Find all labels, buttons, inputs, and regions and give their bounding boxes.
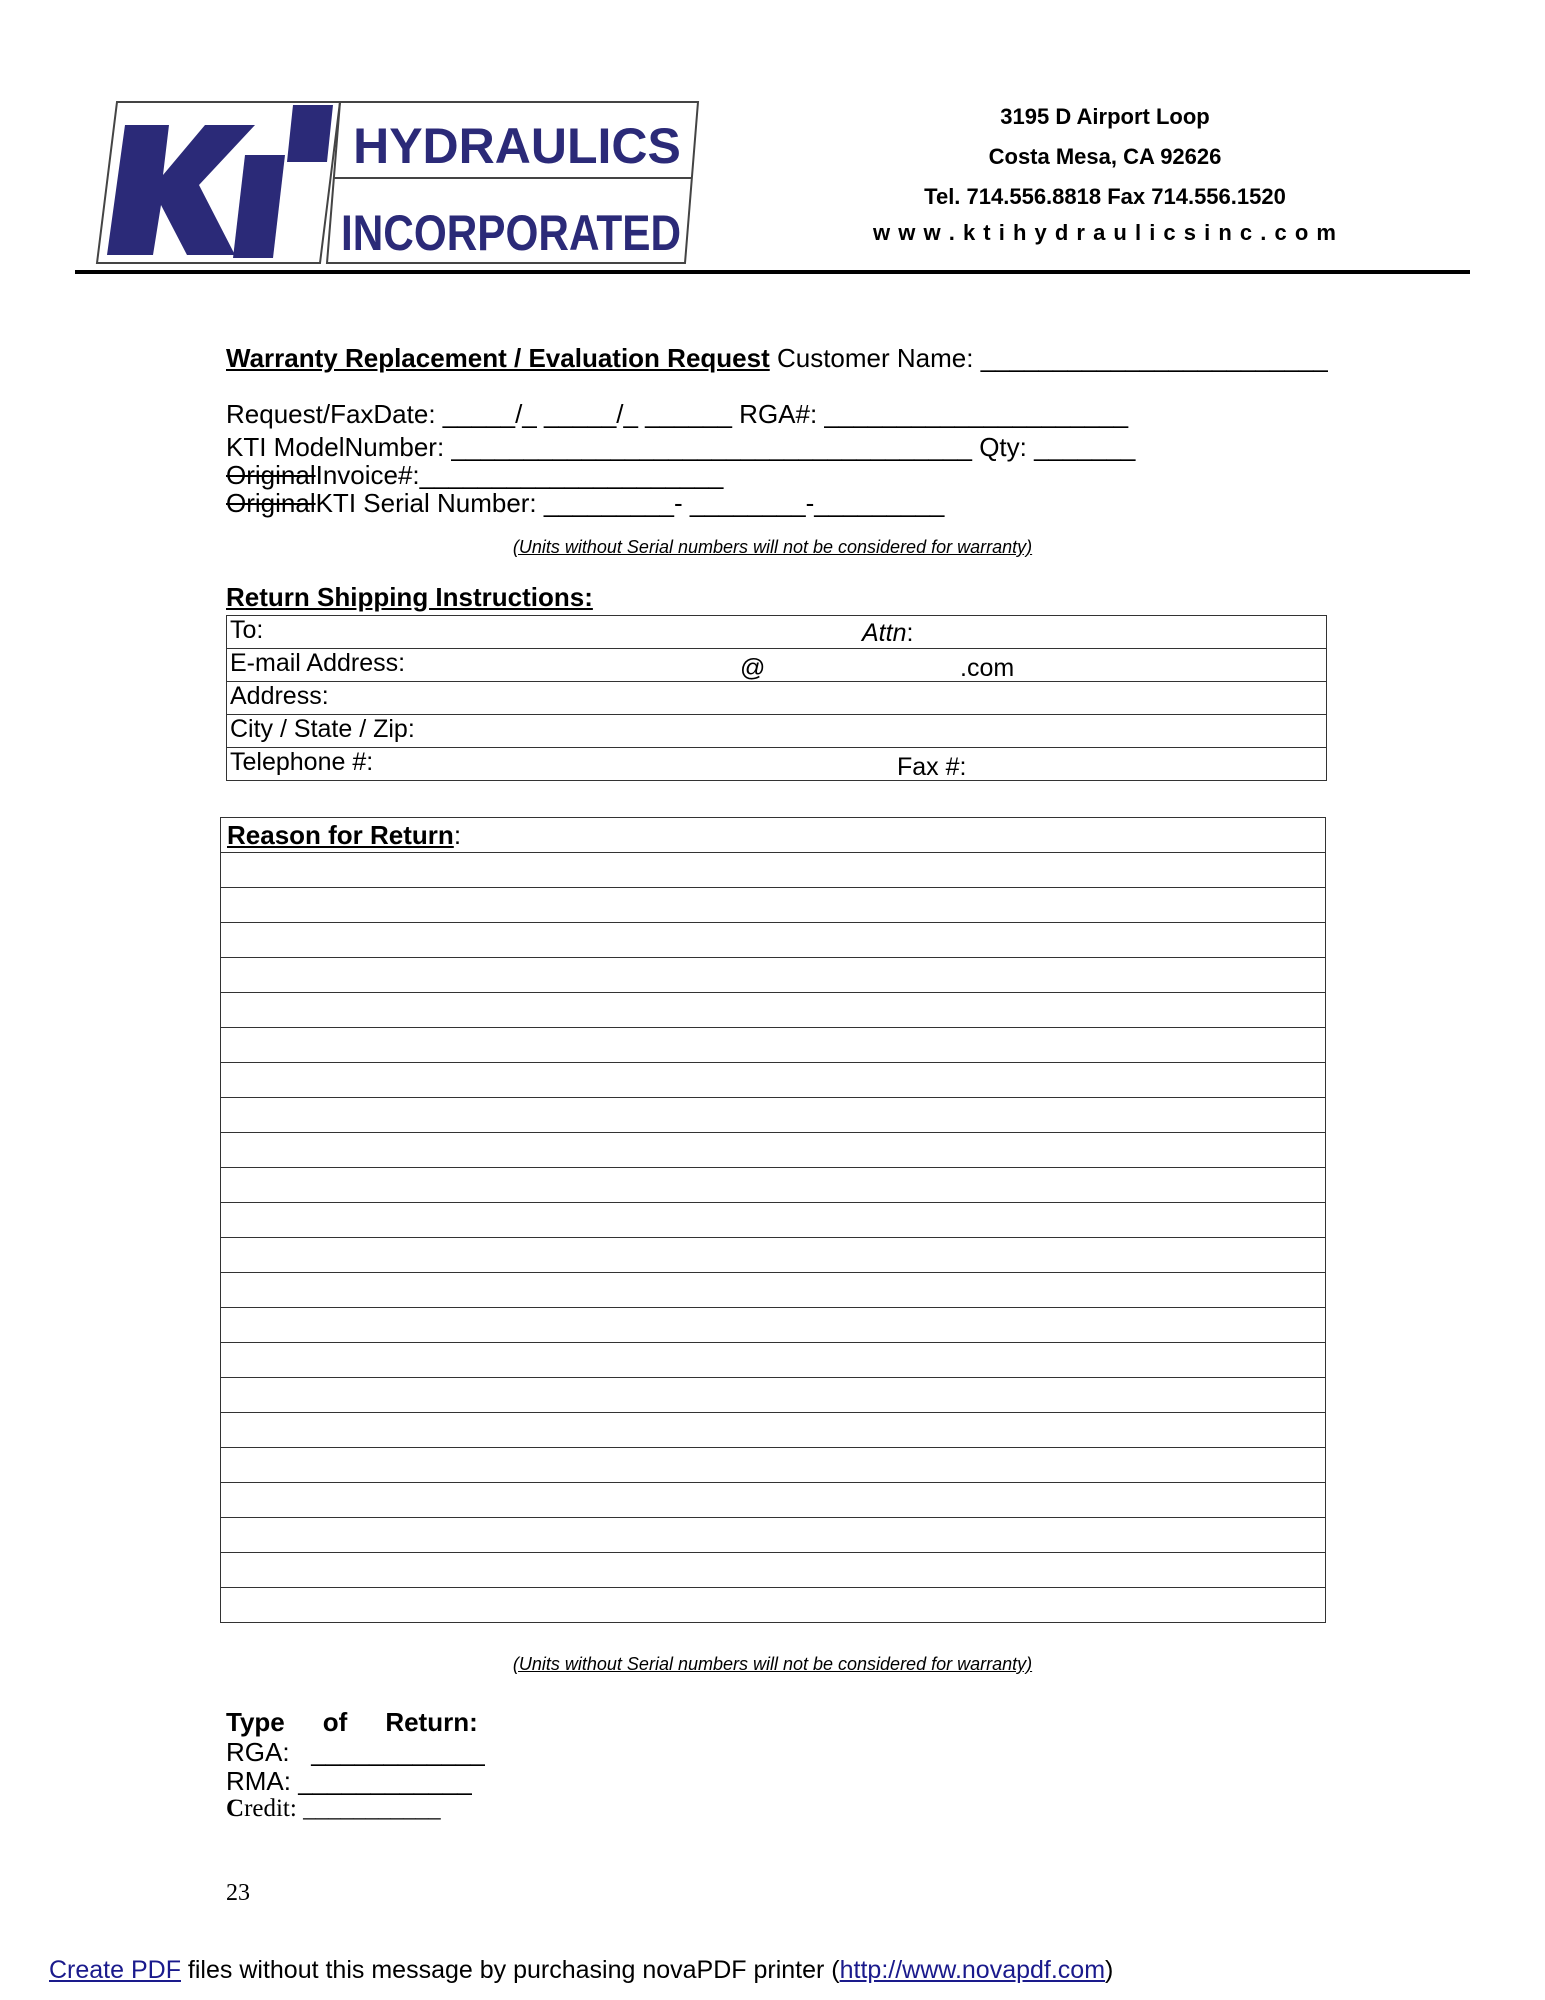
telephone-label: Telephone #: — [230, 748, 374, 776]
reason-line — [221, 958, 1325, 993]
shipping-row-to — [227, 616, 1327, 649]
return-type-heading: Type of Return: — [226, 1707, 478, 1737]
reason-line — [221, 993, 1325, 1028]
website: w w w . k t i h y d r a u l i c s i n c . c o m — [873, 220, 1337, 245]
kti-logo — [95, 100, 710, 265]
page-number: 23 — [226, 1880, 250, 1906]
title-line — [226, 343, 1328, 374]
warranty-note-2: (Units without Serial numbers will not be considered for warranty) — [512, 1654, 1033, 1674]
pdf-footer — [49, 1956, 1113, 1985]
invoice-field — [226, 460, 723, 491]
footer-end: ) — [1105, 1956, 1114, 1984]
form-title: Warranty Replacement / Evaluation Request — [226, 343, 770, 373]
reason-line — [221, 1413, 1325, 1448]
reason-line — [221, 1273, 1325, 1308]
address-line1: 3195 D Airport Loop — [1000, 104, 1210, 129]
reason-line — [221, 1203, 1325, 1238]
address-label: Address: — [230, 682, 329, 710]
logo-line2: INCORPORATED — [341, 205, 681, 261]
to-label: To: — [230, 616, 264, 644]
footer-text: files without this message by purchasing novaPDF printer ( — [180, 1956, 840, 1984]
shipping-row-address — [227, 682, 1327, 715]
reason-line — [221, 1063, 1325, 1098]
reason-line — [221, 1518, 1325, 1553]
create-pdf-link[interactable]: Create PDF — [49, 1956, 181, 1984]
reason-line — [221, 1238, 1325, 1273]
serial-rest: KTI Serial Number: _________- ________-_________ — [315, 488, 945, 518]
city-label: City / State / Zip: — [230, 715, 415, 743]
at-sign: @ — [740, 654, 766, 682]
attn-label: Attn: — [862, 619, 914, 647]
reason-line — [221, 923, 1325, 958]
shipping-row-email — [227, 649, 1327, 682]
reason-line — [221, 1308, 1325, 1343]
phone-fax: Tel. 714.556.8818 Fax 714.556.1520 — [924, 184, 1286, 209]
shipping-row-city — [227, 715, 1327, 748]
shipping-row-telephone — [227, 748, 1327, 781]
customer-name-field: Customer Name: ________________________ — [769, 343, 1328, 373]
serial-field — [226, 488, 944, 519]
email-label: E-mail Address: — [230, 649, 406, 677]
reason-line — [221, 1448, 1325, 1483]
reason-line — [221, 1028, 1325, 1063]
reason-line — [221, 1168, 1325, 1203]
reason-line — [221, 1098, 1325, 1133]
reason-heading: Reason for Return — [227, 820, 454, 850]
serial-original: Original — [226, 488, 316, 518]
invoice-original: Original — [226, 460, 316, 490]
reason-line — [221, 1483, 1325, 1518]
dotcom: .com — [960, 654, 1015, 682]
reason-line — [221, 1133, 1325, 1168]
model-qty-field: KTI ModelNumber: ____________________________________ Qty: _______ — [226, 432, 1136, 462]
reason-colon: : — [453, 820, 462, 850]
address-line2: Costa Mesa, CA 92626 — [988, 144, 1222, 169]
logo-line1: HYDRAULICS — [353, 118, 681, 174]
fax-label: Fax #: — [897, 753, 967, 781]
credit-field: Credit: ___________ — [226, 1795, 441, 1822]
shipping-table — [226, 615, 1327, 781]
novapdf-link[interactable]: http://www.novapdf.com — [839, 1956, 1106, 1984]
reason-line — [221, 1378, 1325, 1413]
reason-line — [221, 853, 1325, 888]
reason-box — [220, 817, 1326, 1623]
reason-heading-row — [221, 818, 1325, 853]
reason-line — [221, 1343, 1325, 1378]
reason-line — [221, 1588, 1325, 1622]
rga-field: RGA: ____________ — [226, 1737, 485, 1767]
warranty-note: (Units without Serial numbers will not be considered for warranty) — [512, 537, 1033, 557]
shipping-heading: Return Shipping Instructions: — [226, 582, 593, 612]
invoice-rest: Invoice#:_____________________ — [315, 460, 724, 490]
date-rga-field: Request/FaxDate: _____/_ _____/_ ______ RGA#: _____________________ — [226, 399, 1129, 429]
reason-line — [221, 888, 1325, 923]
rma-field: RMA: ____________ — [226, 1766, 472, 1796]
header-rule — [75, 270, 1470, 274]
reason-line — [221, 1553, 1325, 1588]
